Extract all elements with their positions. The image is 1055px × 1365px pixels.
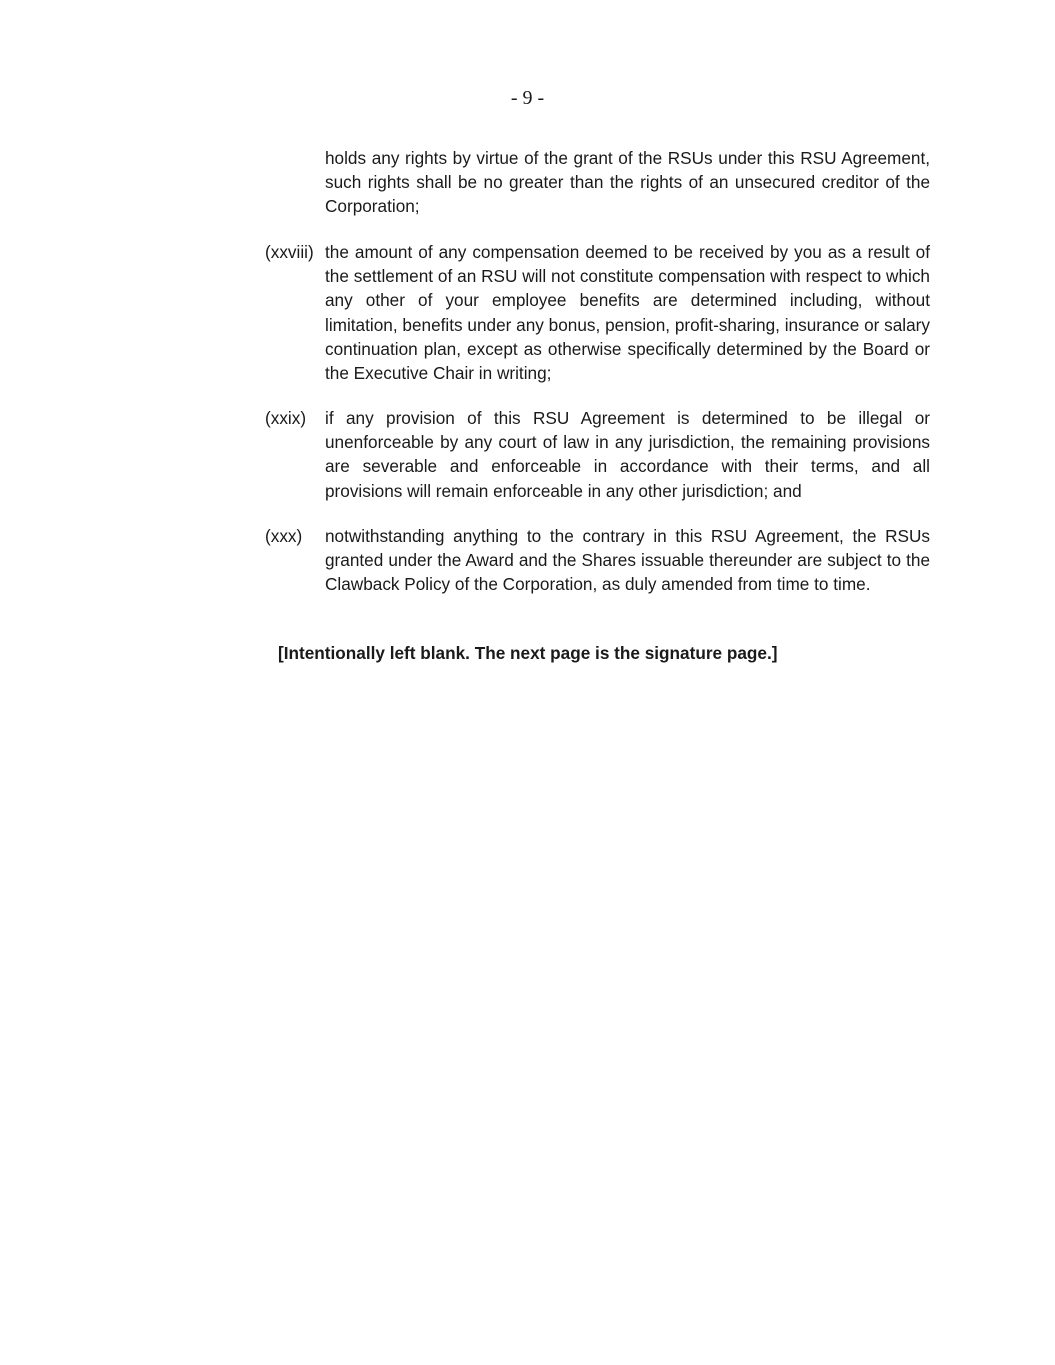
item-text: notwithstanding anything to the contrary in this RSU Agreement, the RSUs granted under the Award and the Shares issuable thereunder are subject to the Clawback Policy of the Corporation, as duly amended from time to time. [325, 526, 930, 595]
list-item-xxviii [265, 240, 930, 385]
page-number: - 9 - [510, 87, 545, 109]
continuation-paragraph: holds any rights by virtue of the grant of the RSUs under this RSU Agreement, such rights shall be no greater than the rights of an unsecured creditor of the Corporation; [325, 148, 930, 217]
list-item-xxix [265, 406, 930, 503]
closing-note: [Intentionally left blank. The next page is the signature page.] [278, 643, 778, 663]
item-label: (xxix) [265, 408, 307, 428]
item-text: the amount of any compensation deemed to be received by you as a result of the settlement of an RSU will not constitute compensation with respect to which any other of your employee benefits are determined including, without limitation, benefits under any bonus, pension, profit-sharing, insurance or salary continuation plan, except as otherwise specifically determined by the Board or the Executive Chair in writing; [325, 242, 930, 384]
item-label: (xxx) [265, 526, 303, 546]
item-text: if any provision of this RSU Agreement is determined to be illegal or unenforceable by any court of law in any jurisdiction, the remaining provisions are severable and enforceable in accordance with their terms, and all provisions will remain enforceable in any other jurisdiction; and [325, 408, 930, 501]
list-item-xxx [265, 524, 930, 597]
item-label: (xxviii) [265, 242, 314, 262]
